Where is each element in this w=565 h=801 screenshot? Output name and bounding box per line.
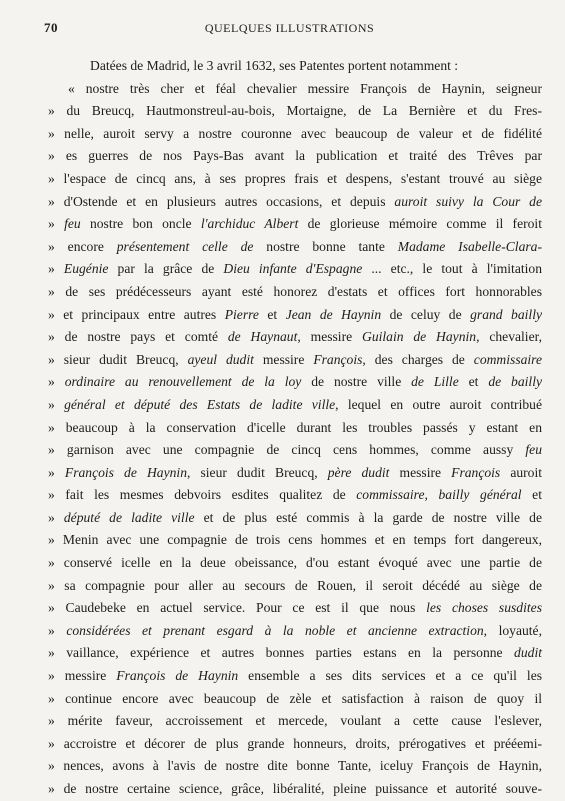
text-span: et	[258, 306, 286, 322]
text-span: » nelle, auroit servy a nostre couronne avec beaucoup de valeur et de fidélité	[48, 125, 542, 141]
text-span: de nostre ville	[301, 374, 412, 390]
text-line	[48, 191, 542, 214]
text-span: ensemble a ses dits services et a ce qu'il les	[238, 668, 543, 684]
text-line	[48, 462, 542, 485]
text-span: »	[48, 374, 65, 390]
text-line	[48, 349, 542, 372]
text-line	[48, 620, 542, 643]
text-line	[48, 733, 542, 756]
text-span: , messire	[297, 329, 362, 345]
text-line	[48, 778, 542, 801]
text-span: et	[521, 487, 542, 503]
text-line	[48, 665, 542, 688]
text-span: » et principaux entre autres	[48, 306, 225, 322]
text-span: , loyauté,	[483, 622, 542, 638]
text-span: »	[48, 396, 65, 412]
italic-span: général et député des Estats de ladite ville	[64, 396, 336, 412]
text-line	[48, 688, 542, 711]
text-span: , lequel en outre auroit contribué	[335, 396, 542, 412]
text-line	[48, 258, 542, 281]
text-line	[48, 507, 542, 530]
text-span: » conservé icelle en la deue obeissance, d'ou estant évoqué avec une partie de	[48, 555, 542, 571]
text-line	[48, 304, 542, 327]
italic-span: dudit	[514, 645, 542, 661]
text-span: » de ses prédécesseurs ayant esté honorez d'estats et offices fort honnorables	[48, 283, 542, 299]
text-line	[48, 575, 542, 598]
italic-span: François	[451, 464, 501, 480]
italic-span: auroit suivy la Cour de	[394, 193, 543, 209]
text-span: »	[48, 622, 67, 638]
text-line	[48, 484, 542, 507]
text-line	[48, 145, 542, 168]
text-span: » nences, avons à l'avis de nostre dite bonne Tante, iceluy François de Haynin,	[48, 758, 542, 774]
text-span: » mérite faveur, accroissement et mercede, voulant a cette cause l'eslever,	[48, 713, 542, 729]
text-span: » de nostre certaine science, grâce, libéralité, pleine puissance et autorité souve-	[48, 781, 542, 796]
text-span: » beaucoup à la conservation d'icelle durant les troubles passés y estant en	[48, 419, 542, 435]
italic-span: Madame Isabelle-Clara-	[397, 238, 542, 254]
italic-span: feu	[64, 216, 81, 232]
italic-span: ordinaire au renouvellement de la loy	[64, 374, 302, 390]
text-line	[48, 100, 542, 123]
text-line	[48, 123, 542, 146]
text-span: » de nostre pays et comté	[48, 329, 228, 345]
italic-span: commissaire, bailly général	[356, 487, 522, 503]
italic-span: commissaire	[473, 351, 542, 367]
text-span: » accroistre et décorer de plus grande honneurs, droits, prérogatives et prééemi-	[48, 735, 542, 751]
text-span: « nostre très cher et féal chevalier messire François de Haynin, seigneur	[68, 80, 542, 96]
text-line	[48, 642, 542, 665]
text-line	[48, 439, 542, 462]
text-span: par la grâce de	[108, 261, 224, 277]
text-span: Datées de Madrid, le 3 avril 1632, ses Patentes portent notamment :	[90, 58, 459, 73]
text-span: » d'Ostende et en plusieurs autres occasions, et depuis	[48, 193, 395, 209]
italic-span: présentement celle de	[116, 238, 254, 254]
italic-span: Dieu infante d'Espagne	[223, 261, 363, 277]
text-line	[48, 55, 542, 78]
text-line	[48, 371, 542, 394]
text-line	[48, 529, 542, 552]
text-line	[48, 281, 542, 304]
text-line	[48, 326, 542, 349]
text-span: » encore	[48, 238, 117, 254]
text-span: » sieur dudit Breucq,	[48, 351, 188, 367]
page-number: 70	[44, 20, 58, 35]
text-span: » es guerres de nos Pays-Bas avant la publication et traité des Trêves par	[48, 148, 542, 164]
text-span: » continue encore avec beaucoup de zèle et satisfaction à raison de quoy il	[48, 690, 542, 706]
text-span: » vaillance, expérience et autres bonnes parties estans en la personne	[48, 645, 515, 661]
italic-span: considérées et prenant esgard à la noble et ancienne extraction	[66, 622, 484, 638]
italic-span: père dudit	[327, 464, 390, 480]
italic-span: l'archiduc Albert	[200, 216, 299, 232]
italic-span: député de ladite ville	[63, 509, 195, 525]
text-line	[48, 213, 542, 236]
italic-span: feu	[525, 442, 542, 458]
text-line	[48, 597, 542, 620]
text-span: messire	[389, 464, 452, 480]
text-span: » sa compagnie pour aller au secours de Rouen, il seroit décédé au siège de	[48, 577, 542, 593]
text-span: »	[48, 509, 64, 525]
text-span: et de plus esté commis à la garde de nostre ville de	[194, 509, 542, 525]
text-line	[48, 236, 542, 259]
italic-span: de Haynaut	[227, 329, 298, 345]
text-span: nostre bonne tante	[253, 238, 398, 254]
text-span: »	[48, 464, 65, 480]
text-span: , des charges de	[362, 351, 474, 367]
running-header	[44, 20, 535, 38]
text-line	[48, 394, 542, 417]
text-line	[48, 168, 542, 191]
text-span: , sieur dudit Breucq,	[187, 464, 328, 480]
text-span: ... etc., le tout à l'imitation	[362, 261, 543, 277]
text-span: » messire	[48, 668, 117, 684]
italic-span: de Lille	[411, 374, 459, 390]
text-span: » l'espace de cincq ans, à ses propres frais et despens, s'estant trouvé au siège	[48, 170, 542, 186]
text-span: » fait les mesmes debvoirs esdites qualitez de	[48, 487, 357, 503]
italic-span: Jean de Haynin	[285, 306, 382, 322]
body-text	[48, 55, 542, 801]
text-span: »	[48, 261, 64, 277]
text-span: messire	[253, 351, 314, 367]
text-line	[48, 552, 542, 575]
italic-span: les choses susdites	[426, 600, 542, 616]
text-line	[48, 417, 542, 440]
text-line	[48, 755, 542, 778]
italic-span: Pierre	[224, 306, 259, 322]
text-span: » garnison avec une compagnie de cincq cens hommes, comme aussy	[48, 442, 526, 458]
text-line	[48, 710, 542, 733]
text-span: » Menin avec une compagnie de trois cens hommes et en temps fort dangereux,	[48, 532, 542, 548]
text-span: »	[48, 216, 65, 232]
text-span: de celuy de	[381, 306, 471, 322]
text-span: et	[458, 374, 489, 390]
italic-span: Guilain de Haynin	[362, 329, 477, 345]
italic-span: François de Haynin	[116, 668, 239, 684]
italic-span: de bailly	[488, 374, 543, 390]
text-line	[48, 78, 542, 101]
italic-span: ayeul dudit	[187, 351, 254, 367]
text-span: » Caudebeke en actuel service. Pour ce est il que nous	[48, 600, 427, 616]
running-title: QUELQUES ILLUSTRATIONS	[204, 21, 375, 35]
text-span: nostre bon oncle	[80, 216, 201, 232]
text-span: auroit	[500, 464, 543, 480]
text-span: de glorieuse mémoire comme il feroit	[298, 216, 542, 232]
text-span: » du Breucq, Hautmonstreul-au-bois, Mortaigne, de La Bernière et du Fres-	[48, 103, 542, 119]
italic-span: François	[313, 351, 363, 367]
italic-span: Eugénie	[63, 261, 109, 277]
text-span: , chevalier,	[476, 329, 543, 345]
italic-span: grand bailly	[470, 306, 543, 322]
italic-span: François de Haynin	[64, 464, 187, 480]
